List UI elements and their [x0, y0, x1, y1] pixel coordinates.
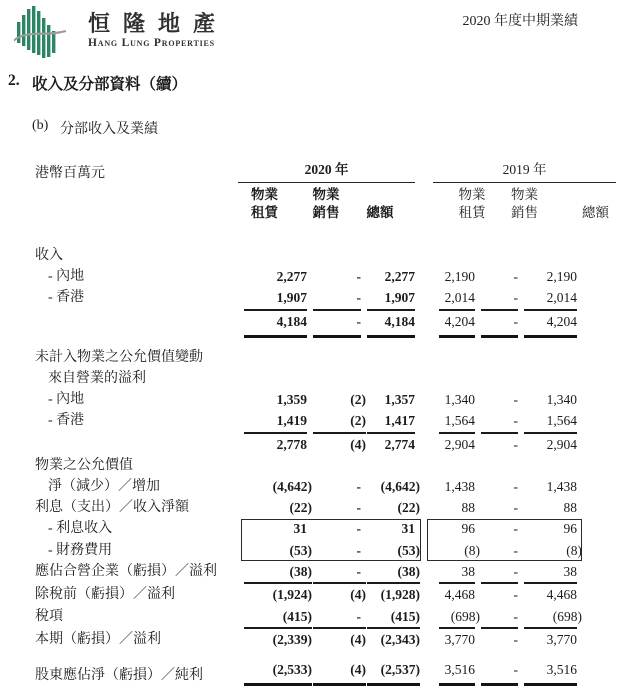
section-title: 收入及分部資料（續） — [32, 76, 188, 93]
col-header: 銷售 — [312, 204, 340, 220]
company-logo — [14, 5, 228, 61]
cell-value: (2,339) — [244, 627, 312, 651]
table-row — [35, 660, 577, 687]
column-gap — [415, 405, 433, 410]
cell-value: 2,014 — [546, 290, 577, 306]
row-label: - 財務費用 — [48, 542, 113, 558]
row-label: - 內地 — [48, 391, 85, 407]
cell-value: 4,204 — [439, 309, 475, 338]
cell-value: 31 — [293, 521, 307, 537]
cell-value: - — [513, 391, 518, 407]
row-label: - 內地 — [48, 269, 85, 285]
col-header: 總額 — [366, 204, 394, 220]
cell-value — [481, 363, 518, 368]
cell-value: (4) — [313, 660, 366, 687]
cell-value: 4,468 — [439, 582, 475, 606]
cell-value: (4) — [313, 432, 366, 456]
row-label: 本期（虧損）／溢利 — [35, 632, 161, 648]
col-header: 總額 — [582, 204, 609, 220]
column-gap — [415, 198, 433, 203]
col-header: 租賃 — [458, 204, 486, 220]
column-gap — [415, 261, 433, 266]
cell-value: 96 — [563, 521, 577, 537]
column-gap — [415, 646, 433, 651]
cell-value: 88 — [563, 500, 577, 516]
cell-value: 38 — [563, 563, 577, 579]
unit-label: 港幣百萬元 — [35, 166, 105, 182]
cell-value: 2,190 — [546, 269, 577, 285]
cell-value: (1,928) — [367, 582, 420, 606]
table-row — [35, 540, 582, 561]
cell-value: 3,516 — [439, 660, 475, 687]
cell-value — [439, 363, 475, 368]
hang-lung-bars-icon — [14, 5, 74, 61]
cell-value: (698) — [450, 608, 480, 624]
cell-value: (2,533) — [244, 660, 312, 687]
cell-value: (2) — [350, 391, 366, 407]
empty-cell — [35, 198, 238, 203]
table-row — [35, 411, 577, 432]
row-label: 股東應佔淨（虧損）／純利 — [35, 667, 203, 683]
table-spacer — [35, 338, 577, 347]
cell-value: (8) — [566, 542, 582, 558]
cell-value: 31 — [401, 521, 415, 537]
cell-value: 2,778 — [244, 432, 307, 456]
cell-value: 2,014 — [444, 290, 475, 306]
cell-value: 1,340 — [546, 391, 577, 407]
boxed-rows-group — [35, 519, 582, 561]
cell-value: (22) — [397, 500, 420, 516]
cell-value: - — [513, 290, 518, 306]
row-label: - 香港 — [48, 413, 85, 429]
row-label: - 利息收入 — [48, 521, 113, 537]
cell-value: - — [481, 309, 518, 338]
cell-value: 2,904 — [439, 432, 475, 456]
year-2020-group-header: 2020 年 — [238, 158, 415, 183]
row-label: 應佔合營企業（虧損）／溢利 — [35, 563, 217, 579]
cell-value: 4,204 — [524, 309, 577, 338]
cell-value: (38) — [397, 563, 420, 579]
year-header-row — [35, 158, 577, 185]
column-gap — [415, 180, 433, 185]
cell-value: - — [513, 608, 518, 624]
cell-value: (2) — [350, 413, 366, 429]
cell-value: 1,907 — [384, 290, 415, 306]
cell-value: - — [356, 608, 361, 624]
cell-value: 2,904 — [524, 432, 577, 456]
table-row — [35, 582, 577, 606]
col-header: 物業 — [312, 186, 340, 202]
segment-results-table — [35, 158, 609, 686]
cell-value: 1,438 — [546, 479, 577, 495]
cell-value: 2,190 — [444, 269, 475, 285]
row-label — [35, 333, 238, 338]
cell-value: (22) — [289, 500, 312, 516]
document-title: 2020 年度中期業績 — [462, 14, 578, 29]
cell-value: - — [356, 269, 361, 285]
cell-value — [524, 363, 577, 368]
table-row — [35, 627, 577, 651]
cell-value: 1,907 — [276, 290, 307, 306]
column-header-row-1 — [35, 185, 577, 203]
subsection-title: 分部收入及業績 — [60, 122, 158, 137]
page-header — [0, 0, 640, 62]
cell-value: - — [513, 413, 518, 429]
column-gap — [415, 384, 433, 389]
cell-value: 2,774 — [367, 432, 415, 456]
cell-value: (4,642) — [380, 479, 420, 495]
cell-value: 3,770 — [439, 627, 475, 651]
table-row — [35, 606, 582, 627]
column-gap — [415, 556, 433, 561]
column-gap — [415, 450, 433, 455]
table-row — [35, 561, 577, 582]
cell-value: - — [481, 582, 518, 606]
cell-value: 1,417 — [384, 413, 415, 429]
table-row — [35, 476, 577, 497]
row-label: 未計入物業之公允價值變動 — [35, 349, 203, 365]
row-label: 除稅前（虧損）／溢利 — [35, 587, 175, 603]
cell-value: 96 — [461, 521, 475, 537]
cell-value: (4,642) — [272, 479, 312, 495]
cell-value: - — [513, 521, 518, 537]
subsection-heading — [32, 118, 640, 138]
row-label: 物業之公允價值 — [35, 457, 133, 473]
cell-value: - — [356, 563, 361, 579]
cell-value: (53) — [397, 542, 420, 558]
cell-value: 1,564 — [444, 413, 475, 429]
cell-value: - — [356, 521, 361, 537]
cell-value: 4,184 — [244, 309, 307, 338]
cell-value: 2,277 — [276, 269, 307, 285]
cell-value: 4,468 — [524, 582, 577, 606]
cell-value: 88 — [461, 500, 475, 516]
table-row — [35, 267, 577, 288]
row-label: - 香港 — [48, 290, 85, 306]
cell-value: (2,537) — [367, 660, 420, 687]
cell-value: - — [481, 432, 518, 456]
cell-value: 3,770 — [524, 627, 577, 651]
row-label: 來自營業的溢利 — [48, 370, 146, 386]
table-spacer — [35, 651, 577, 660]
subsection-label: (b) — [32, 118, 49, 133]
table-row — [35, 309, 577, 338]
cell-value: 1,438 — [444, 479, 475, 495]
cell-value: 3,516 — [524, 660, 577, 687]
column-gap — [415, 333, 433, 338]
table-body — [35, 245, 582, 686]
cell-value: - — [313, 309, 361, 338]
cell-value: 1,564 — [546, 413, 577, 429]
cell-value: - — [513, 269, 518, 285]
year-2019-group-header: 2019 年 — [433, 158, 616, 183]
cell-value: (1,924) — [244, 582, 312, 606]
column-gap — [415, 216, 433, 221]
column-gap — [415, 681, 433, 686]
cell-value: - — [356, 500, 361, 516]
column-header-row-2 — [35, 203, 609, 221]
cell-value: 1,357 — [384, 391, 415, 407]
cell-value: (4) — [313, 582, 366, 606]
row-label: 收入 — [35, 247, 63, 263]
cell-value: - — [513, 479, 518, 495]
table-row — [35, 288, 577, 309]
table-row — [35, 432, 577, 456]
cell-value: - — [481, 660, 518, 687]
table-row — [35, 245, 577, 266]
column-gap — [415, 283, 433, 288]
col-header: 租賃 — [251, 204, 278, 220]
cell-value: - — [356, 290, 361, 306]
cell-value: - — [513, 500, 518, 516]
logo-text — [88, 5, 228, 50]
row-label: 淨（減少）／增加 — [48, 479, 160, 495]
cell-value: 1,340 — [444, 391, 475, 407]
col-header: 銷售 — [511, 204, 538, 220]
row-label: 稅項 — [35, 608, 63, 624]
cell-value: 2,277 — [384, 269, 415, 285]
cell-value: 38 — [461, 563, 475, 579]
cell-value: - — [481, 627, 518, 651]
table-row — [35, 389, 577, 410]
cell-value: (2,343) — [367, 627, 420, 651]
cell-value: - — [513, 563, 518, 579]
table-row — [35, 455, 577, 476]
cell-value: - — [356, 542, 361, 558]
cell-value: 1,359 — [276, 391, 307, 407]
column-gap — [415, 363, 433, 368]
cell-value — [367, 363, 415, 368]
table-row — [35, 498, 577, 519]
table-row — [35, 519, 577, 540]
section-heading — [8, 72, 640, 94]
cell-value: (415) — [390, 608, 420, 624]
cell-value: (4) — [313, 627, 366, 651]
cell-value — [244, 363, 307, 368]
row-label: 利息（支出）／收入淨額 — [35, 500, 189, 516]
cell-value: (53) — [289, 542, 312, 558]
logo-english-name: Hang Lung Properties — [88, 37, 215, 49]
table-row — [35, 368, 577, 389]
cell-value: - — [513, 542, 518, 558]
cell-value: (698) — [552, 608, 582, 624]
col-header: 物業 — [458, 186, 486, 202]
logo-chinese-name: 恒隆地產 — [88, 11, 229, 36]
cell-value: 4,184 — [367, 309, 415, 338]
cell-value: (415) — [282, 608, 312, 624]
col-header: 物業 — [251, 186, 278, 202]
section-number: 2. — [8, 72, 20, 89]
column-gap — [415, 304, 433, 309]
cell-value: - — [356, 479, 361, 495]
table-row — [35, 347, 577, 368]
col-header: 物業 — [511, 186, 538, 202]
table-header — [35, 158, 609, 221]
cell-value: 1,419 — [276, 413, 307, 429]
column-gap — [415, 427, 433, 432]
cell-value: (8) — [464, 542, 480, 558]
empty-cell — [35, 216, 238, 221]
cell-value: (38) — [289, 563, 312, 579]
cell-value — [313, 363, 361, 368]
